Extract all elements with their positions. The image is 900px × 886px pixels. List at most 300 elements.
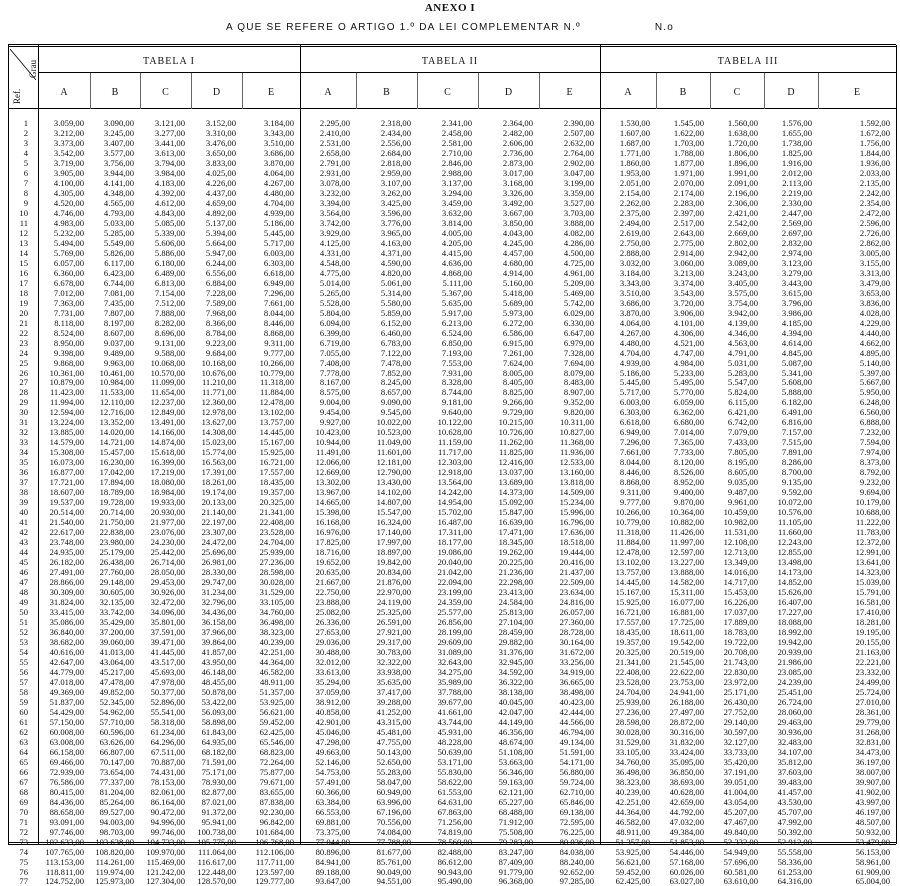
salary-value-cell: 10.122,00 — [437, 417, 472, 428]
salary-value-cell: 2.750,00 — [619, 237, 650, 248]
salary-value-cell: 10.461,00 — [99, 367, 134, 378]
salary-value-cell: 4.548,00 — [319, 257, 350, 268]
salary-value-cell: 2.862,00 — [859, 237, 890, 248]
salary-value-cell: 2.726,00 — [859, 227, 890, 238]
grau-number: 69 — [19, 796, 28, 807]
salary-value-cell: 4.205,00 — [441, 237, 472, 248]
salary-value-cell: 5.608,00 — [781, 377, 812, 388]
salary-value-cell: 73.654,00 — [99, 766, 134, 777]
salary-value-cell: 20.325,00 — [615, 646, 650, 657]
salary-value-cell: 10.266,00 — [259, 357, 294, 368]
salary-value-cell: 30.936,00 — [777, 726, 812, 737]
salary-value-cell: 97.285,00 — [559, 876, 594, 886]
salary-value-cell: 43.064,00 — [99, 656, 134, 667]
salary-value-cell: 64.316,00 — [777, 876, 812, 886]
grau-number: 43 — [19, 537, 28, 548]
salary-value-cell: 13.564,00 — [437, 477, 472, 488]
salary-value-cell: 4.005,00 — [441, 227, 472, 238]
salary-value-cell: 2.988,00 — [441, 167, 472, 178]
salary-value-cell: 5.689,00 — [502, 297, 533, 308]
salary-value-cell: 18.783,00 — [723, 626, 758, 637]
salary-value-cell: 25.171,00 — [723, 686, 758, 697]
salary-value-cell: 43.517,00 — [150, 656, 185, 667]
salary-value-cell: 23.199,00 — [437, 587, 472, 598]
salary-value-cell: 9.820,00 — [563, 407, 594, 418]
salary-value-cell: 47.755,00 — [376, 736, 411, 747]
salary-value-cell: 2.447,00 — [781, 207, 812, 218]
salary-value-cell: 44.792,00 — [669, 806, 704, 817]
salary-value-cell: 2.434,00 — [380, 127, 411, 138]
grau-number: 36 — [19, 467, 28, 478]
salary-value-cell: 22.622,00 — [669, 666, 704, 677]
salary-value-cell: 92.230,00 — [259, 806, 294, 817]
salary-value-cell: 8.825,00 — [502, 387, 533, 398]
salary-value-cell: 5.528,00 — [319, 297, 350, 308]
salary-value-cell: 13.160,00 — [559, 467, 594, 478]
salary-value-cell: 4.415,00 — [441, 247, 472, 258]
salary-value-cell: 4.139,00 — [727, 317, 758, 328]
salary-value-cell: 7.232,00 — [859, 427, 890, 438]
salary-value-cell: 3.017,00 — [502, 167, 533, 178]
salary-value-cell: 8.784,00 — [205, 327, 236, 338]
grau-number: 74 — [19, 846, 28, 857]
salary-value-cell: 29.317,00 — [376, 636, 411, 647]
salary-value-cell: 22.509,00 — [559, 577, 594, 588]
grau-number: 55 — [19, 656, 28, 667]
salary-value-cell: 33.733,00 — [723, 746, 758, 757]
salary-value-cell: 9.684,00 — [205, 347, 236, 358]
salary-value-cell: 42.251,00 — [259, 646, 294, 657]
salary-value-cell: 57.168,00 — [669, 856, 704, 867]
salary-value-cell: 8.366,00 — [205, 317, 236, 328]
salary-value-cell: 15.774,00 — [201, 447, 236, 458]
salary-value-cell: 16.976,00 — [315, 527, 350, 538]
salary-value-cell: 13.430,00 — [376, 477, 411, 488]
salary-value-cell: 61.843,00 — [201, 726, 236, 737]
column-header-rule — [8, 108, 896, 109]
salary-value-cell: 2.606,00 — [502, 137, 533, 148]
salary-value-cell: 46.197,00 — [855, 806, 890, 817]
column-header: D — [504, 87, 513, 98]
salary-value-cell: 19.357,00 — [615, 636, 650, 647]
salary-value-cell: 58.047,00 — [376, 776, 411, 787]
salary-value-cell: 2.113,00 — [782, 177, 812, 188]
salary-value-cell: 4.725,00 — [563, 257, 594, 268]
salary-value-cell: 21.042,00 — [437, 567, 472, 578]
salary-value-cell: 5.014,00 — [319, 277, 350, 288]
salary-value-cell: 84.436,00 — [49, 796, 84, 807]
salary-value-cell: 105.775,00 — [197, 836, 236, 847]
salary-value-cell: 3.476,00 — [205, 137, 236, 148]
salary-value-cell: 108.820,00 — [95, 846, 134, 857]
salary-value-cell: 43.054,00 — [723, 796, 758, 807]
salary-value-cell: 10.688,00 — [855, 507, 890, 518]
salary-value-cell: 6.850,00 — [441, 337, 472, 348]
salary-value-cell: 8.079,00 — [563, 367, 594, 378]
salary-value-cell: 9.870,00 — [673, 497, 704, 508]
salary-value-cell: 4.267,00 — [263, 177, 294, 188]
grau-number: 34 — [19, 447, 28, 458]
subtitle-number: N.o — [654, 22, 675, 33]
salary-value-cell: 3.667,00 — [502, 207, 533, 218]
salary-value-cell: 8.044,00 — [619, 457, 650, 468]
salary-value-cell: 2.556,00 — [380, 137, 411, 148]
salary-value-cell: 23.748,00 — [49, 537, 84, 548]
grau-number: 4 — [23, 147, 28, 158]
salary-value-cell: 7.296,00 — [619, 437, 650, 448]
salary-value-cell: 23.076,00 — [150, 527, 185, 538]
salary-value-cell: 23.307,00 — [201, 527, 236, 538]
salary-value-cell: 14.579,00 — [49, 437, 84, 448]
salary-value-cell: 45.207,00 — [723, 806, 758, 817]
salary-value-cell: 53.479,00 — [855, 836, 890, 847]
salary-value-cell: 2.458,00 — [441, 127, 472, 138]
salary-value-cell: 64.296,00 — [150, 736, 185, 747]
grau-number: 60 — [19, 706, 28, 717]
salary-value-cell: 39.060,00 — [99, 636, 134, 647]
grau-number: 6 — [23, 167, 28, 178]
salary-value-cell: 27.236,00 — [259, 557, 294, 568]
salary-value-cell: 37.966,00 — [201, 626, 236, 637]
salary-value-cell: 26.336,00 — [315, 617, 350, 627]
salary-value-cell: 9.694,00 — [859, 487, 890, 498]
grau-number: 7 — [23, 177, 28, 188]
salary-value-cell: 36.498,00 — [615, 766, 650, 777]
salary-value-cell: 15.023,00 — [201, 437, 236, 448]
grau-number: 44 — [19, 547, 28, 558]
salary-value-cell: 32.796,00 — [201, 597, 236, 608]
salary-value-cell: 64.935,00 — [201, 736, 236, 747]
salary-value-cell: 29.148,00 — [99, 577, 134, 588]
salary-value-cell: 1.655,00 — [781, 127, 812, 138]
salary-value-cell: 70.147,00 — [99, 756, 134, 767]
salary-value-cell: 21.341,00 — [615, 656, 650, 667]
salary-value-cell: 39.907,00 — [855, 776, 890, 787]
salary-value-cell: 3.184,00 — [263, 118, 294, 128]
salary-value-cell: 21.876,00 — [376, 577, 411, 588]
grau-number: 2 — [23, 127, 28, 138]
salary-value-cell: 13.967,00 — [315, 487, 350, 498]
salary-value-cell: 47.018,00 — [49, 676, 84, 687]
salary-value-cell: 20.714,00 — [99, 507, 134, 518]
salary-value-cell: 35.420,00 — [723, 756, 758, 767]
salary-value-cell: 37.788,00 — [437, 686, 472, 697]
salary-value-cell: 28.060,00 — [777, 706, 812, 717]
salary-value-cell: 14.020,00 — [99, 427, 134, 438]
salary-value-cell: 12.991,00 — [855, 547, 890, 558]
salary-value-cell: 88.240,00 — [559, 856, 594, 867]
salary-value-cell: 6.059,00 — [673, 397, 704, 408]
salary-value-cell: 2.390,00 — [563, 118, 594, 128]
salary-value-cell: 54.962,00 — [99, 706, 134, 717]
salary-value-cell: 33.613,00 — [315, 666, 350, 677]
salary-value-cell: 3.888,00 — [563, 217, 594, 228]
column-header: D — [212, 87, 221, 98]
salary-value-cell: 7.228,00 — [205, 287, 236, 298]
salary-value-cell: 8.575,00 — [319, 387, 350, 398]
salary-value-cell: 16.073,00 — [49, 457, 84, 468]
salary-value-cell: 62.425,00 — [615, 876, 650, 886]
salary-value-cell: 12.478,00 — [259, 397, 294, 408]
salary-value-cell: 8.700,00 — [781, 467, 812, 478]
column-header: E — [267, 87, 275, 98]
salary-value-cell: 20.834,00 — [376, 567, 411, 578]
salary-value-cell: 17.227,00 — [777, 607, 812, 618]
salary-value-cell: 3.243,00 — [727, 267, 758, 278]
salary-value-cell: 64.631,00 — [437, 796, 472, 807]
salary-value-cell: 4.457,00 — [502, 247, 533, 258]
salary-value-cell: 3.653,00 — [859, 287, 890, 298]
salary-value-cell: 5.973,00 — [502, 307, 533, 318]
salary-value-cell: 2.410,00 — [319, 127, 350, 138]
salary-value-cell: 10.628,00 — [437, 427, 472, 438]
salary-value-cell: 8.286,00 — [781, 457, 812, 468]
salary-value-cell: 63.610,00 — [723, 876, 758, 886]
salary-value-cell: 7.888,00 — [154, 307, 185, 318]
salary-value-cell: 19.722,00 — [723, 636, 758, 647]
salary-value-cell: 11.318,00 — [615, 527, 650, 538]
subtitle-text: A QUE SE REFERE O ARTIGO 1.º DA LEI COMPLEMENTAR N.º — [225, 22, 581, 33]
grau-number: 62 — [19, 726, 28, 737]
salary-value-cell: 125.973,00 — [95, 876, 134, 886]
salary-value-cell: 1.971,00 — [673, 167, 704, 178]
salary-value-cell: 1.530,00 — [619, 118, 650, 128]
salary-value-cell: 6.117,00 — [104, 257, 134, 268]
salary-value-cell: 22.838,00 — [99, 527, 134, 538]
grau-number: 14 — [19, 247, 28, 258]
salary-value-cell: 84.038,00 — [559, 846, 594, 857]
salary-value-cell: 10.179,00 — [855, 497, 890, 508]
salary-value-cell: 96.842,00 — [259, 816, 294, 827]
salary-value-cell: 2.974,00 — [781, 247, 812, 258]
salary-value-cell: 3.326,00 — [502, 187, 533, 198]
salary-value-cell: 23.085,00 — [777, 666, 812, 677]
salary-value-cell: 4.371,00 — [380, 247, 411, 258]
grau-number: 77 — [19, 876, 28, 886]
salary-value-cell: 3.814,00 — [441, 217, 472, 228]
salary-value-cell: 3.059,00 — [53, 118, 84, 128]
salary-value-cell: 2.306,00 — [727, 197, 758, 208]
grau-number: 76 — [19, 866, 28, 877]
salary-value-cell: 4.565,00 — [103, 197, 134, 208]
salary-value-cell: 19.174,00 — [201, 487, 236, 498]
salary-value-cell: 2.914,00 — [673, 247, 704, 258]
salary-value-cell: 66.158,00 — [49, 746, 84, 757]
salary-value-cell: 2.596,00 — [859, 217, 890, 228]
salary-value-cell: 54.753,00 — [315, 766, 350, 777]
salary-value-cell: 59.452,00 — [615, 866, 650, 877]
salary-value-cell: 61.253,00 — [777, 866, 812, 877]
salary-value-cell: 5.314,00 — [380, 287, 411, 298]
salary-value-cell: 26.856,00 — [437, 617, 472, 627]
salary-value-cell: 9.640,00 — [441, 407, 472, 418]
salary-value-cell: 50.932,00 — [855, 826, 890, 837]
salary-value-cell: 19.444,00 — [559, 547, 594, 558]
salary-value-cell: 65.546,00 — [259, 736, 294, 747]
salary-value-cell: 11.533,00 — [99, 387, 134, 398]
salary-value-cell: 5.549,00 — [103, 237, 134, 248]
salary-value-cell: 30.309,00 — [49, 587, 84, 598]
salary-value-cell: 14.166,00 — [150, 427, 185, 438]
salary-value-cell: 3.776,00 — [380, 217, 411, 228]
salary-value-cell: 7.731,00 — [53, 307, 84, 318]
salary-value-cell: 11.654,00 — [150, 387, 185, 398]
salary-value-cell: 4.983,00 — [53, 217, 84, 228]
salary-value-cell: 36.158,00 — [201, 617, 236, 627]
table-vertical-rule — [8, 45, 9, 844]
salary-value-cell: 4.662,00 — [859, 337, 890, 348]
salary-value-cell: 112.106,00 — [255, 846, 294, 857]
salary-value-cell: 90.472,00 — [150, 806, 185, 817]
salary-value-cell: 31.234,00 — [201, 587, 236, 598]
salary-value-cell: 41.445,00 — [150, 646, 185, 657]
salary-value-cell: 2.364,00 — [502, 118, 533, 128]
salary-value-cell: 8.696,00 — [154, 327, 185, 338]
salary-value-cell: 4.704,00 — [619, 347, 650, 358]
salary-value-cell: 2.632,00 — [563, 137, 594, 148]
table-top-rule — [8, 44, 896, 45]
salary-value-cell: 77.044,00 — [315, 836, 350, 847]
salary-value-cell: 50.639,00 — [437, 746, 472, 757]
salary-value-cell: 2.070,00 — [673, 177, 704, 188]
salary-value-cell: 45.931,00 — [437, 726, 472, 737]
salary-value-cell: 4.025,00 — [205, 167, 236, 178]
salary-value-cell: 5.947,00 — [205, 247, 236, 258]
salary-value-cell: 5.824,00 — [727, 387, 758, 398]
salary-value-cell: 4.939,00 — [263, 207, 294, 218]
salary-value-cell: 35.095,00 — [669, 756, 704, 767]
salary-value-cell: 17.889,00 — [723, 617, 758, 627]
salary-value-cell: 33.424,00 — [669, 746, 704, 757]
salary-value-cell: 58.898,00 — [201, 716, 236, 727]
salary-value-cell: 15.925,00 — [615, 597, 650, 608]
salary-value-cell: 42.251,00 — [615, 796, 650, 807]
salary-value-cell: 29.747,00 — [201, 577, 236, 588]
salary-value-cell: 2.135,00 — [859, 177, 890, 188]
column-header: A — [60, 87, 68, 98]
salary-value-cell: 2.012,00 — [781, 167, 812, 178]
salary-value-cell: 14.242,00 — [437, 487, 472, 498]
salary-value-cell: 96.368,00 — [498, 876, 533, 886]
salary-value-cell: 3.213,00 — [673, 267, 704, 278]
grau-number: 56 — [19, 666, 28, 677]
salary-value-cell: 2.472,00 — [859, 207, 890, 218]
salary-value-cell: 44.364,00 — [259, 656, 294, 667]
salary-value-cell: 47.467,00 — [723, 816, 758, 827]
salary-value-cell: 5.888,00 — [781, 387, 812, 398]
salary-value-cell: 72.264,00 — [259, 756, 294, 767]
salary-value-cell: 21.437,00 — [559, 567, 594, 578]
salary-value-cell: 28.459,00 — [498, 626, 533, 637]
salary-value-cell: 27.760,00 — [99, 567, 134, 578]
salary-value-cell: 1.825,00 — [781, 147, 812, 158]
salary-value-cell: 46.356,00 — [498, 726, 533, 737]
salary-value-cell: 4.914,00 — [502, 267, 533, 278]
salary-value-cell: 33.105,00 — [259, 597, 294, 608]
salary-value-cell: 3.984,00 — [154, 167, 185, 178]
salary-value-cell: 104.733,00 — [146, 836, 185, 847]
grau-number: 64 — [19, 746, 28, 757]
salary-value-cell: 23.753,00 — [669, 676, 704, 687]
salary-value-cell: 118.811,00 — [45, 866, 84, 877]
salary-value-cell: 57.710,00 — [99, 716, 134, 727]
salary-value-cell: 70.556,00 — [376, 816, 411, 827]
salary-value-cell: 20.635,00 — [315, 567, 350, 578]
salary-value-cell: 4.520,00 — [53, 197, 84, 208]
salary-value-cell: 42.444,00 — [559, 706, 594, 717]
salary-value-cell: 3.373,00 — [53, 137, 84, 148]
salary-value-cell: 11.531,00 — [723, 527, 758, 538]
salary-value-cell: 7.778,00 — [319, 367, 350, 378]
salary-value-cell: 4.394,00 — [781, 327, 812, 338]
salary-value-cell: 23.888,00 — [315, 597, 350, 608]
salary-value-cell: 44.566,00 — [559, 716, 594, 727]
salary-value-cell: 22.197,00 — [201, 517, 236, 528]
salary-value-cell: 10.984,00 — [99, 377, 134, 388]
salary-value-cell: 29.779,00 — [855, 716, 890, 727]
salary-value-cell: 8.197,00 — [103, 317, 134, 328]
salary-value-cell: 46.148,00 — [201, 666, 236, 677]
salary-value-cell: 3.405,00 — [727, 277, 758, 288]
salary-value-cell: 33.105,00 — [615, 746, 650, 757]
salary-value-cell: 6.244,00 — [205, 257, 236, 268]
salary-value-cell: 19.537,00 — [49, 497, 84, 508]
salary-value-cell: 3.510,00 — [263, 137, 294, 148]
salary-value-cell: 2.262,00 — [619, 197, 650, 208]
grau-number: 27 — [19, 377, 28, 388]
salary-value-cell: 2.873,00 — [502, 157, 533, 168]
salary-value-cell: 25.577,00 — [437, 607, 472, 618]
salary-value-cell: 3.794,00 — [154, 157, 185, 168]
salary-value-cell: 8.607,00 — [103, 327, 134, 338]
salary-value-cell: 13.885,00 — [49, 427, 84, 438]
salary-value-cell: 3.425,00 — [380, 197, 411, 208]
salary-value-cell: 20.939,00 — [777, 646, 812, 657]
salary-value-cell: 12.478,00 — [615, 547, 650, 558]
salary-value-cell: 11.884,00 — [259, 387, 294, 398]
salary-value-cell: 87.021,00 — [201, 796, 236, 807]
salary-value-cell: 2.669,00 — [727, 227, 758, 238]
salary-value-cell: 9.545,00 — [380, 407, 411, 418]
salary-value-cell: 15.398,00 — [315, 507, 350, 518]
salary-value-cell: 35.086,00 — [49, 617, 84, 627]
salary-value-cell: 9.927,00 — [319, 417, 350, 428]
salary-value-cell: 27.921,00 — [376, 626, 411, 637]
salary-value-cell: 21.667,00 — [315, 577, 350, 588]
salary-value-cell: 45.707,00 — [777, 806, 812, 817]
salary-value-cell: 9.352,00 — [563, 397, 594, 408]
salary-value-cell: 6.003,00 — [263, 247, 294, 258]
salary-value-cell: 80.896,00 — [315, 846, 350, 857]
salary-value-cell: 3.944,00 — [103, 167, 134, 178]
salary-value-cell: 27.491,00 — [49, 567, 84, 578]
grau-number: 57 — [19, 676, 28, 687]
salary-value-cell: 2.791,00 — [319, 157, 350, 168]
salary-value-cell: 34.275,00 — [437, 666, 472, 677]
salary-value-cell: 8.483,00 — [563, 377, 594, 388]
salary-value-cell: 49.852,00 — [99, 686, 134, 697]
salary-value-cell: 47.992,00 — [777, 816, 812, 827]
salary-value-cell: 12.181,00 — [376, 457, 411, 468]
salary-value-cell: 43.744,00 — [437, 716, 472, 727]
salary-value-cell: 12.533,00 — [559, 457, 594, 468]
salary-value-cell: 78.560,00 — [437, 836, 472, 847]
salary-value-cell: 14.016,00 — [723, 567, 758, 578]
salary-value-cell: 3.459,00 — [441, 197, 472, 208]
salary-value-cell: 6.678,00 — [53, 277, 84, 288]
salary-value-cell: 31.376,00 — [498, 646, 533, 657]
salary-value-cell: 23.972,00 — [723, 676, 758, 687]
